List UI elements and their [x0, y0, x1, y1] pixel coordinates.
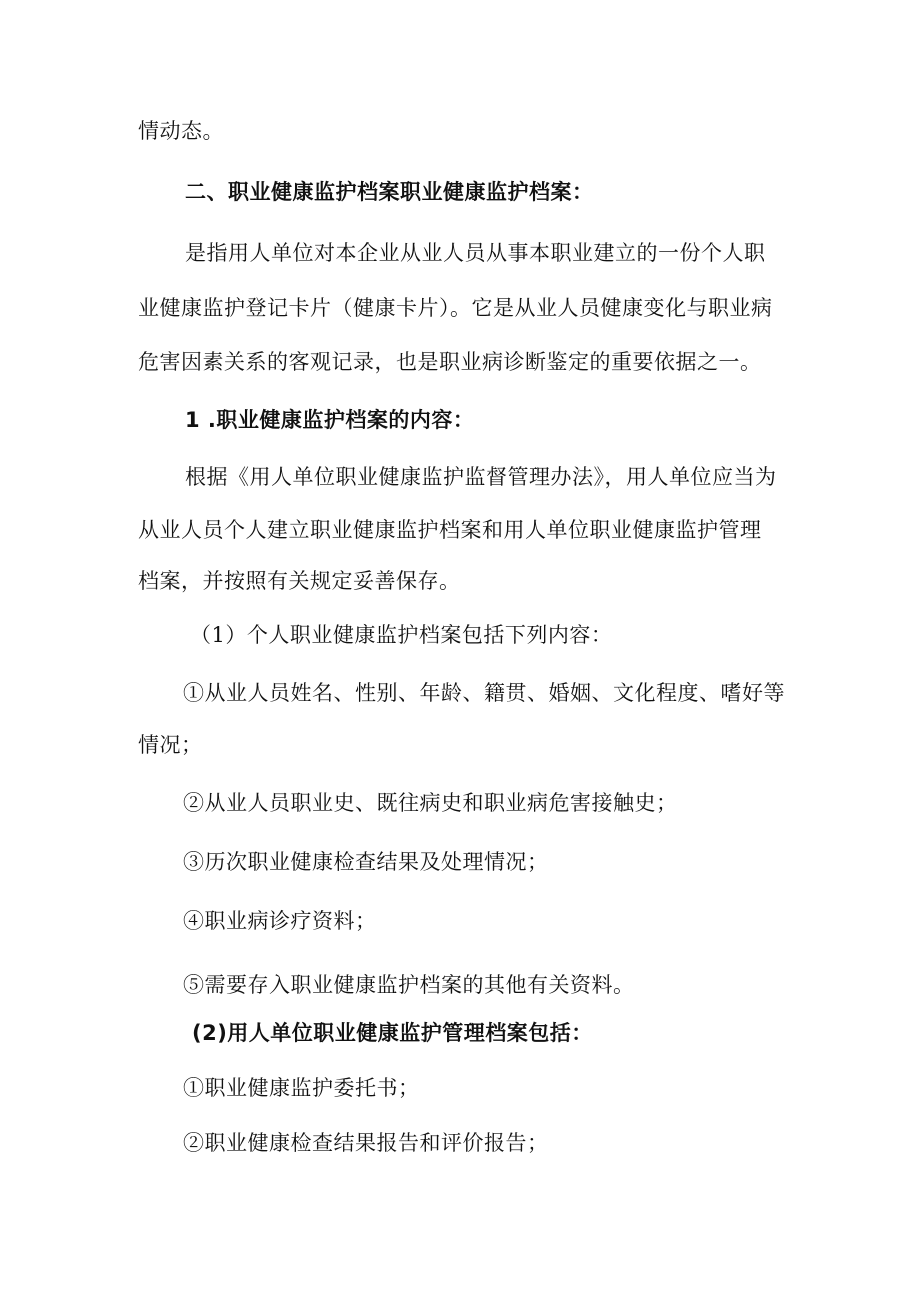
definition-line-3: 危害因素关系的客观记录，也是职业病诊断鉴定的重要依据之一。 [138, 350, 762, 374]
unit-archive-heading: (2)用人单位职业健康监护管理档案包括： [192, 1021, 593, 1045]
section-2-heading: 二、职业健康监护档案职业健康监护档案： [185, 180, 594, 204]
definition-line-2: 业健康监护登记卡片（健康卡片）。它是从业人员健康变化与职业病 [138, 296, 773, 320]
unit-item-2: ②职业健康检查结果报告和评价报告； [183, 1131, 549, 1155]
continuation-text: 情动态。 [138, 119, 224, 143]
basis-line-1: 根据《用人单位职业健康监护监督管理办法》，用人单位应当为 [185, 465, 777, 489]
personal-item-1-cont: 情况； [138, 733, 203, 757]
personal-archive-heading: （1）个人职业健康监护档案包括下列内容： [190, 623, 613, 647]
personal-item-1: ①从业人员姓名、性别、年龄、籍贯、婚姻、文化程度、嗜好等 [183, 681, 785, 705]
definition-line-1: 是指用人单位对本企业从业人员从事本职业建立的一份个人职 [185, 241, 766, 265]
personal-item-2: ②从业人员职业史、既往病史和职业病危害接触史； [183, 791, 678, 815]
unit-item-1: ①职业健康监护委托书； [183, 1076, 420, 1100]
personal-item-3: ③历次职业健康检查结果及处理情况； [183, 850, 549, 874]
basis-line-2: 从业人员个人建立职业健康监护档案和用人单位职业健康监护管理 [138, 518, 762, 542]
personal-item-5: ⑤需要存入职业健康监护档案的其他有关资料。 [183, 973, 635, 997]
subsection-1-heading: 1 .职业健康监护档案的内容： [185, 408, 475, 432]
basis-line-3: 档案，并按照有关规定妥善保存。 [138, 569, 461, 593]
personal-item-4: ④职业病诊疗资料； [183, 909, 377, 933]
